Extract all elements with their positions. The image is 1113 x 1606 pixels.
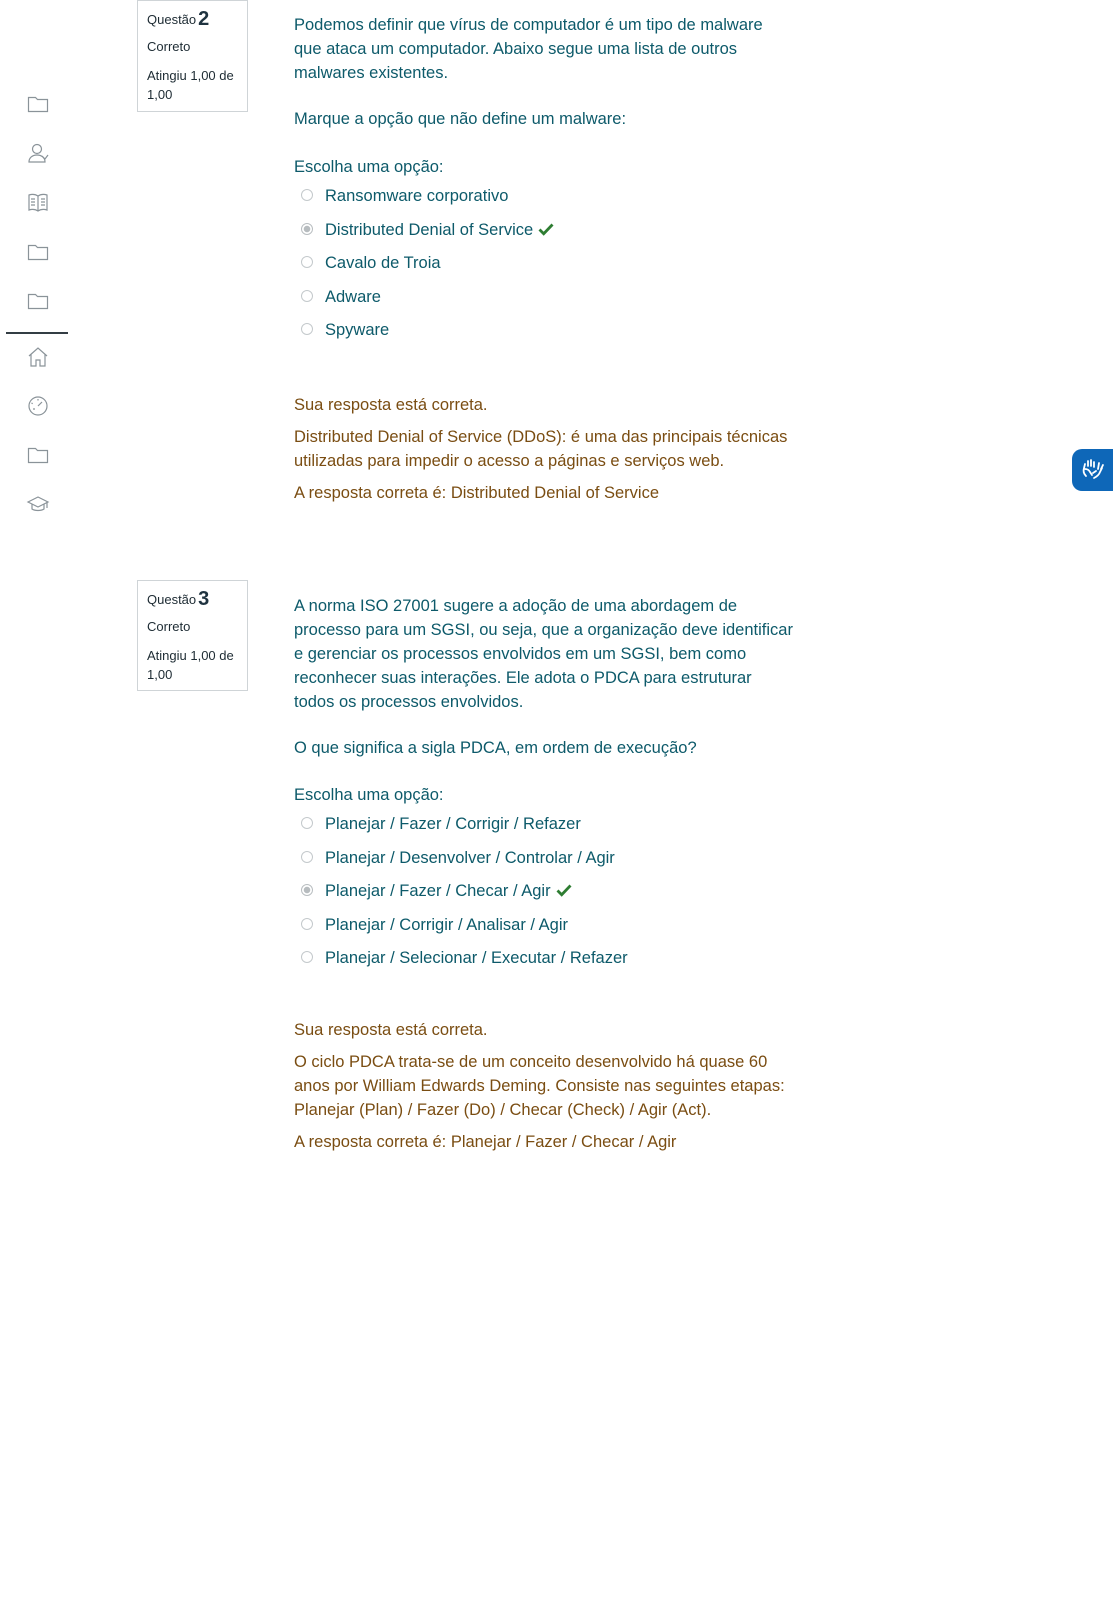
question-info-box	[137, 0, 248, 112]
answer-option[interactable]	[294, 914, 794, 948]
question-instruction: Marque a opção que não define um malware:	[294, 110, 627, 128]
question-text	[294, 13, 794, 131]
book-icon[interactable]	[26, 190, 50, 214]
check-icon	[538, 222, 554, 236]
correct-answer: A resposta correta é: Distributed Denial of Service	[294, 484, 660, 502]
sidebar-divider	[6, 332, 68, 334]
option-label: Ransomware corporativo	[325, 187, 509, 205]
graduation-cap-icon[interactable]	[26, 492, 50, 516]
folder-icon[interactable]	[26, 240, 50, 264]
feedback-explanation: O ciclo PDCA trata-se de um conceito desenvolvido há quase 60 anos por William Edwards Deming. Consiste nas seguintes etapas: Planejar (Plan) / Fazer (Do) / Checar (Check) / Agir (Act).	[294, 1053, 785, 1119]
accessibility-widget-button[interactable]	[1072, 449, 1113, 491]
question-text	[294, 594, 794, 760]
folder-icon[interactable]	[26, 289, 50, 313]
question-label: Questão	[147, 592, 197, 607]
answer-option[interactable]	[294, 813, 794, 847]
answer-option[interactable]	[294, 947, 794, 981]
option-label: Planejar / Fazer / Corrigir / Refazer	[325, 815, 581, 833]
feedback-box	[294, 393, 794, 513]
home-icon[interactable]	[26, 345, 50, 369]
radio-button[interactable]	[301, 256, 313, 268]
question-number	[147, 588, 239, 611]
radio-button[interactable]	[301, 918, 313, 930]
correct-answer: A resposta correta é: Planejar / Fazer / Checar / Agir	[294, 1133, 677, 1151]
options-prompt: Escolha uma opção:	[294, 786, 444, 804]
option-label-text: Distributed Denial of Service	[325, 220, 534, 239]
question-number	[147, 8, 239, 31]
question-number-value: 3	[198, 588, 210, 610]
folder-icon[interactable]	[26, 92, 50, 116]
feedback-explanation: Distributed Denial of Service (DDoS): é uma das principais técnicas utilizadas para impedir o acesso a páginas e serviços web.	[294, 428, 788, 470]
radio-button-selected[interactable]	[301, 884, 313, 896]
option-label	[325, 219, 554, 241]
answer-options	[294, 155, 794, 353]
question-instruction: O que significa a sigla PDCA, em ordem de execução?	[294, 739, 697, 757]
check-icon	[556, 883, 572, 897]
feedback-status: Sua resposta está correta.	[294, 1021, 488, 1039]
option-label: Adware	[325, 287, 381, 306]
radio-button[interactable]	[301, 817, 313, 829]
answer-option[interactable]	[294, 286, 794, 320]
radio-button[interactable]	[301, 951, 313, 963]
option-label	[325, 880, 572, 902]
left-sidebar	[0, 0, 72, 1606]
question-paragraph: Podemos definir que vírus de computador é um tipo de malware que ataca um computador. Abaixo segue uma lista de outros malwares existentes.	[294, 16, 763, 82]
option-label: Cavalo de Troia	[325, 254, 441, 272]
option-label: Planejar / Corrigir / Analisar / Agir	[325, 915, 569, 934]
answer-option[interactable]	[294, 319, 794, 353]
answer-option[interactable]	[294, 880, 794, 914]
answer-option[interactable]	[294, 252, 794, 286]
question-label: Questão	[147, 12, 197, 27]
question-grade: Atingiu 1,00 de 1,00	[147, 68, 234, 102]
radio-button[interactable]	[301, 851, 313, 863]
answer-option[interactable]	[294, 219, 794, 253]
question-state: Correto	[147, 619, 191, 634]
options-prompt: Escolha uma opção:	[294, 158, 444, 176]
question-number-value: 2	[198, 8, 210, 30]
question-paragraph: A norma ISO 27001 sugere a adoção de uma abordagem de processo para um SGSI, ou seja, que a organização deve identificar e gerenciar os processos envolvidos em um SGSI, bem como reconhecer suas interações. Ele adota o PDCA para estruturar todos os processos envolvidos.	[294, 597, 793, 711]
user-icon[interactable]	[26, 141, 50, 165]
feedback-status: Sua resposta está correta.	[294, 396, 488, 414]
answer-option[interactable]	[294, 185, 794, 219]
answer-options	[294, 783, 794, 981]
radio-button[interactable]	[301, 290, 313, 302]
feedback-box	[294, 1018, 794, 1162]
option-label-text: Planejar / Fazer / Checar / Agir	[325, 882, 551, 900]
question-info-box	[137, 580, 248, 691]
radio-button[interactable]	[301, 189, 313, 201]
question-state: Correto	[147, 39, 191, 54]
question-grade: Atingiu 1,00 de 1,00	[147, 648, 234, 682]
option-label: Planejar / Desenvolver / Controlar / Agir	[325, 848, 615, 867]
answer-option[interactable]	[294, 847, 794, 881]
sign-language-hands-icon	[1080, 457, 1106, 483]
radio-button-selected[interactable]	[301, 223, 313, 235]
radio-button[interactable]	[301, 323, 313, 335]
option-label: Planejar / Selecionar / Executar / Refazer	[325, 949, 628, 967]
option-label: Spyware	[325, 321, 390, 339]
dashboard-icon[interactable]	[26, 394, 50, 418]
folder-icon[interactable]	[26, 443, 50, 467]
